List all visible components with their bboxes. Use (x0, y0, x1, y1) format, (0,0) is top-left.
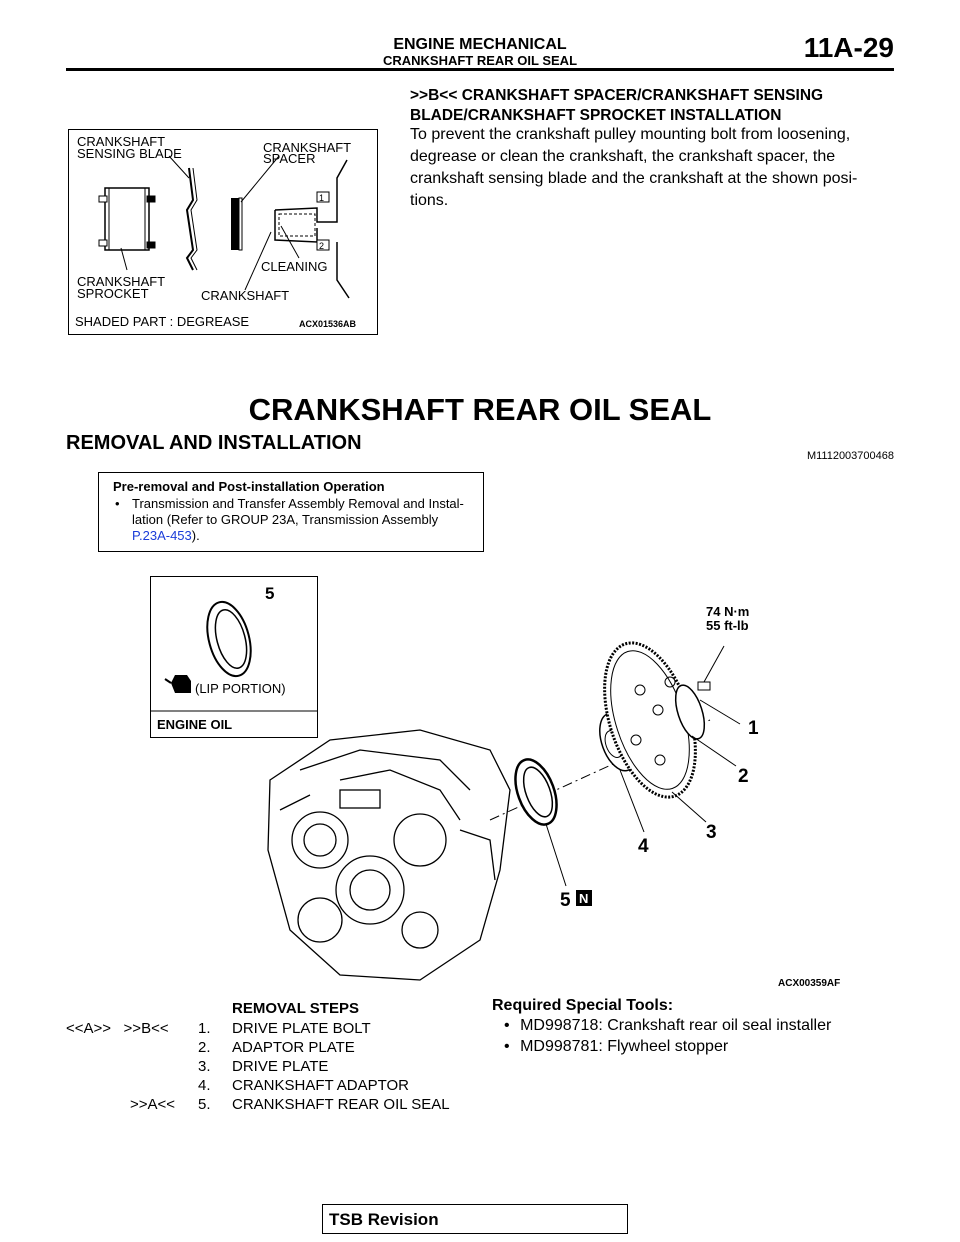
removal-step (66, 1076, 486, 1095)
figure2-code: ACX00359AF (778, 978, 841, 989)
drive-plate-bolt (698, 646, 724, 690)
removal-step (66, 1057, 486, 1076)
torque-nm: 74 N·m (706, 604, 750, 619)
mark-1: 1 (319, 193, 325, 203)
step-number: 3. (198, 1058, 211, 1075)
sprocket-shape (105, 188, 149, 250)
mark-2: 2 (319, 241, 325, 251)
installation-title: >>B<< CRANKSHAFT SPACER/CRANKSHAFT SENSING BLADE/CRANKSHAFT SPROCKET INSTALLATION (410, 87, 824, 124)
page-number: 11A-29 (803, 32, 894, 63)
body-line: crankshaft sensing blade and the crankshaft at the shown posi- (410, 170, 858, 187)
callout-5: 5 (560, 890, 571, 911)
reference-id: M1112003700468 (806, 450, 894, 462)
tsb-revision-box (322, 1204, 628, 1234)
figure-sprocket-installation (68, 129, 378, 335)
label-sensing-blade-1: CRANKSHAFT (77, 134, 166, 149)
removal-steps-heading: REMOVAL STEPS (232, 1000, 359, 1017)
body-line: To prevent the crankshaft pulley mounting bolt from loosening, (410, 126, 851, 143)
engine-oil-caption: ENGINE OIL (157, 717, 233, 732)
callout-2: 2 (738, 766, 749, 787)
engine-block (268, 730, 510, 980)
label-shaded-part: SHADED PART : DEGREASE (75, 314, 250, 329)
section-title: ENGINE MECHANICAL (393, 36, 567, 53)
step-text: ADAPTOR PLATE (232, 1039, 355, 1056)
step-number: 5. (198, 1096, 211, 1113)
header-rule (66, 68, 894, 71)
main-title: CRANKSHAFT REAR OIL SEAL (248, 392, 712, 427)
label-sprocket-1: CRANKSHAFT (77, 274, 166, 289)
step-text: CRANKSHAFT REAR OIL SEAL (232, 1096, 450, 1113)
figure1-code: ACX01536AB (299, 319, 357, 329)
reference-link[interactable]: P.23A-453 (132, 528, 192, 543)
step-ops: >>A<< (130, 1096, 176, 1113)
oil-can-icon (165, 675, 191, 693)
step-ops: <<A>> >>B<< (66, 1020, 169, 1037)
removal-steps-list (66, 1019, 486, 1114)
removal-step (66, 1019, 486, 1038)
label-cleaning: CLEANING (261, 259, 328, 274)
removal-step (66, 1038, 486, 1057)
callout-3: 3 (706, 822, 717, 843)
sprocket-diagram (69, 130, 377, 334)
subsection-title: CRANKSHAFT REAR OIL SEAL (382, 53, 578, 68)
special-tool-item: • MD998781: Flywheel stopper (504, 1038, 729, 1055)
body-line: tions. (410, 192, 449, 209)
main-subtitle: REMOVAL AND INSTALLATION (66, 432, 362, 454)
step-text: DRIVE PLATE (232, 1058, 329, 1075)
label-spacer-2: SPACER (263, 151, 316, 166)
callout-4: 4 (638, 836, 649, 857)
step-text: CRANKSHAFT ADAPTOR (232, 1077, 409, 1094)
callout-1: 1 (748, 718, 759, 739)
step-text: DRIVE PLATE BOLT (232, 1020, 371, 1037)
bullet: • (504, 1017, 510, 1034)
special-tools-heading: Required Special Tools: (492, 997, 674, 1014)
pre-operation-box (98, 472, 484, 552)
rear-oil-seal (507, 754, 564, 830)
label-sensing-blade-2: SENSING BLADE (77, 146, 182, 161)
label-sprocket-2: SPROCKET (77, 286, 149, 301)
spacer-shape (231, 198, 239, 250)
step-number: 2. (198, 1039, 211, 1056)
lip-portion-label: (LIP PORTION) (195, 681, 286, 696)
inset-number: 5 (265, 584, 275, 603)
step-number: 4. (198, 1077, 211, 1094)
label-crankshaft: CRANKSHAFT (201, 288, 290, 303)
pre-operation-heading: Pre-removal and Post-installation Operation (113, 479, 385, 494)
removal-step (66, 1095, 486, 1114)
special-tool-item: • MD998718: Crankshaft rear oil seal installer (504, 1017, 832, 1034)
pre-operation-item: • Transmission and Transfer Assembly Removal and Instal-lation (Refer to GROUP 23A, Transmission Assembly P.23A-453). (115, 496, 464, 543)
label-spacer-1: CRANKSHAFT (263, 140, 352, 155)
installation-body (410, 124, 910, 212)
tsb-revision-label: TSB Revision (329, 1210, 439, 1229)
bullet: • (115, 496, 120, 511)
bullet: • (504, 1038, 510, 1055)
new-part-mark: N (579, 891, 589, 906)
engine-exploded-diagram (240, 590, 880, 990)
body-line: degrease or clean the crankshaft, the crankshaft spacer, the (410, 148, 836, 165)
step-number: 1. (198, 1020, 211, 1037)
torque-ftlb: 55 ft-lb (706, 618, 749, 633)
crankshaft-shape (275, 160, 347, 222)
